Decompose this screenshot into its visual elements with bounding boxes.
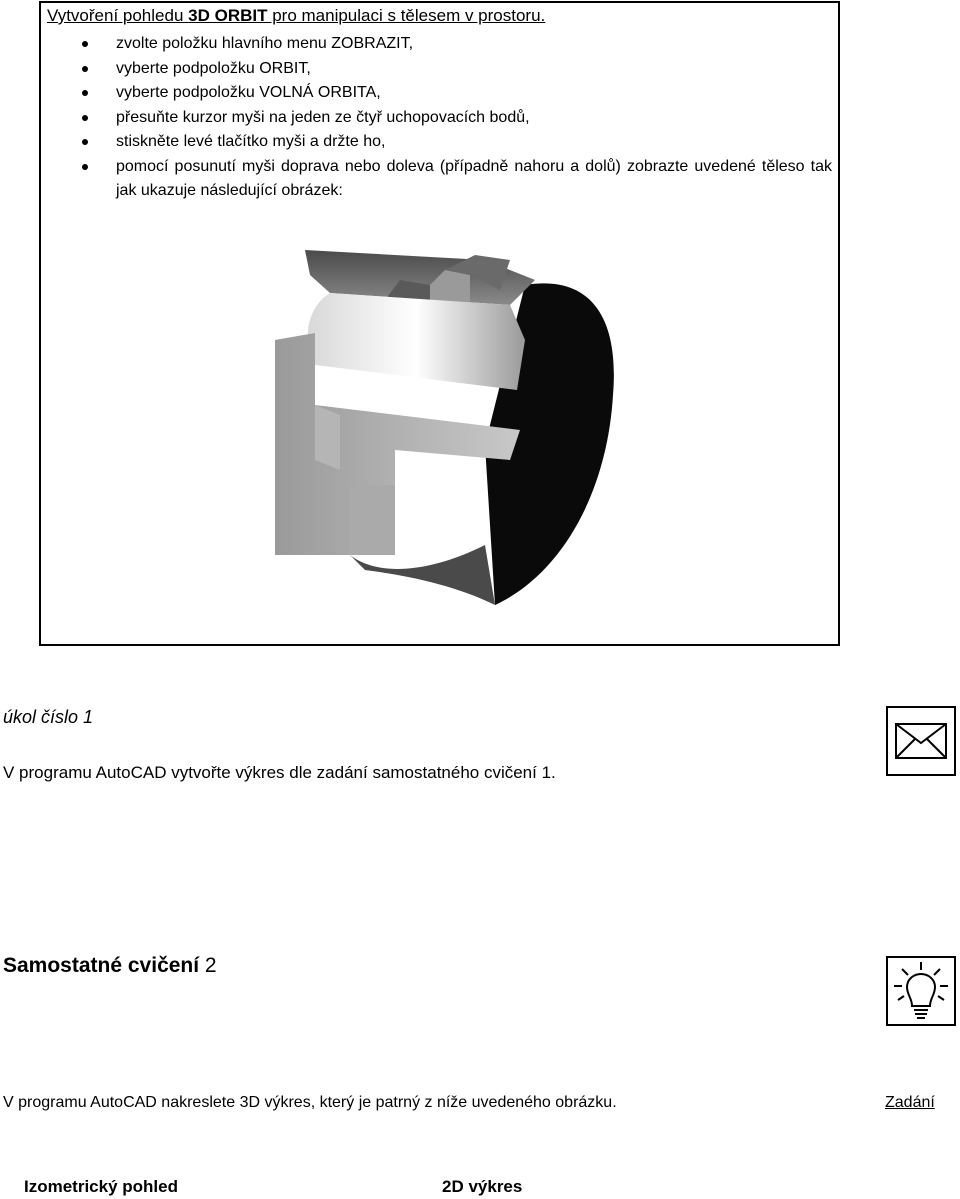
exercise-title: [3, 954, 217, 978]
instruction-steps: [80, 32, 832, 204]
assignment-link[interactable]: Zadání: [885, 1094, 935, 1111]
step-item: stiskněte levé tlačítko myši a držte ho,: [80, 130, 832, 155]
exercise-title-text: Samostatné cvičení: [3, 954, 205, 977]
step-item: zvolte položku hlavního menu ZOBRAZIT,: [80, 32, 832, 57]
step-item: přesuňte kurzor myši na jeden ze čtyř uchopovacích bodů,: [80, 106, 832, 131]
title-part-2: pro manipulaci s tělesem v prostoru.: [267, 6, 546, 25]
step-item: vyberte podpoložku ORBIT,: [80, 57, 832, 82]
task-title: úkol číslo 1: [3, 707, 94, 727]
step-item: vyberte podpoložku VOLNÁ ORBITA,: [80, 81, 832, 106]
3d-model-illustration: [255, 245, 627, 637]
2d-drawing-label: 2D výkres: [442, 1177, 523, 1196]
title-part-bold: 3D ORBIT: [188, 6, 268, 25]
instruction-title: [47, 6, 545, 26]
envelope-icon: [886, 706, 956, 776]
isometric-view-label: Izometrický pohled: [24, 1177, 178, 1196]
exercise-text: V programu AutoCAD nakreslete 3D výkres, který je patrný z níže uvedeného obrázku.: [3, 1094, 617, 1111]
lightbulb-icon: [886, 956, 956, 1026]
step-item: pomocí posunutí myši doprava nebo doleva (případně nahoru a dolů) zobrazte uvedené těleso tak jak ukazuje následující obrázek:: [80, 155, 832, 204]
task-text: V programu AutoCAD vytvořte výkres dle zadání samostatného cvičení 1.: [3, 763, 556, 782]
exercise-number: 2: [204, 954, 217, 977]
title-part-1: Vytvoření pohledu: [47, 6, 189, 25]
